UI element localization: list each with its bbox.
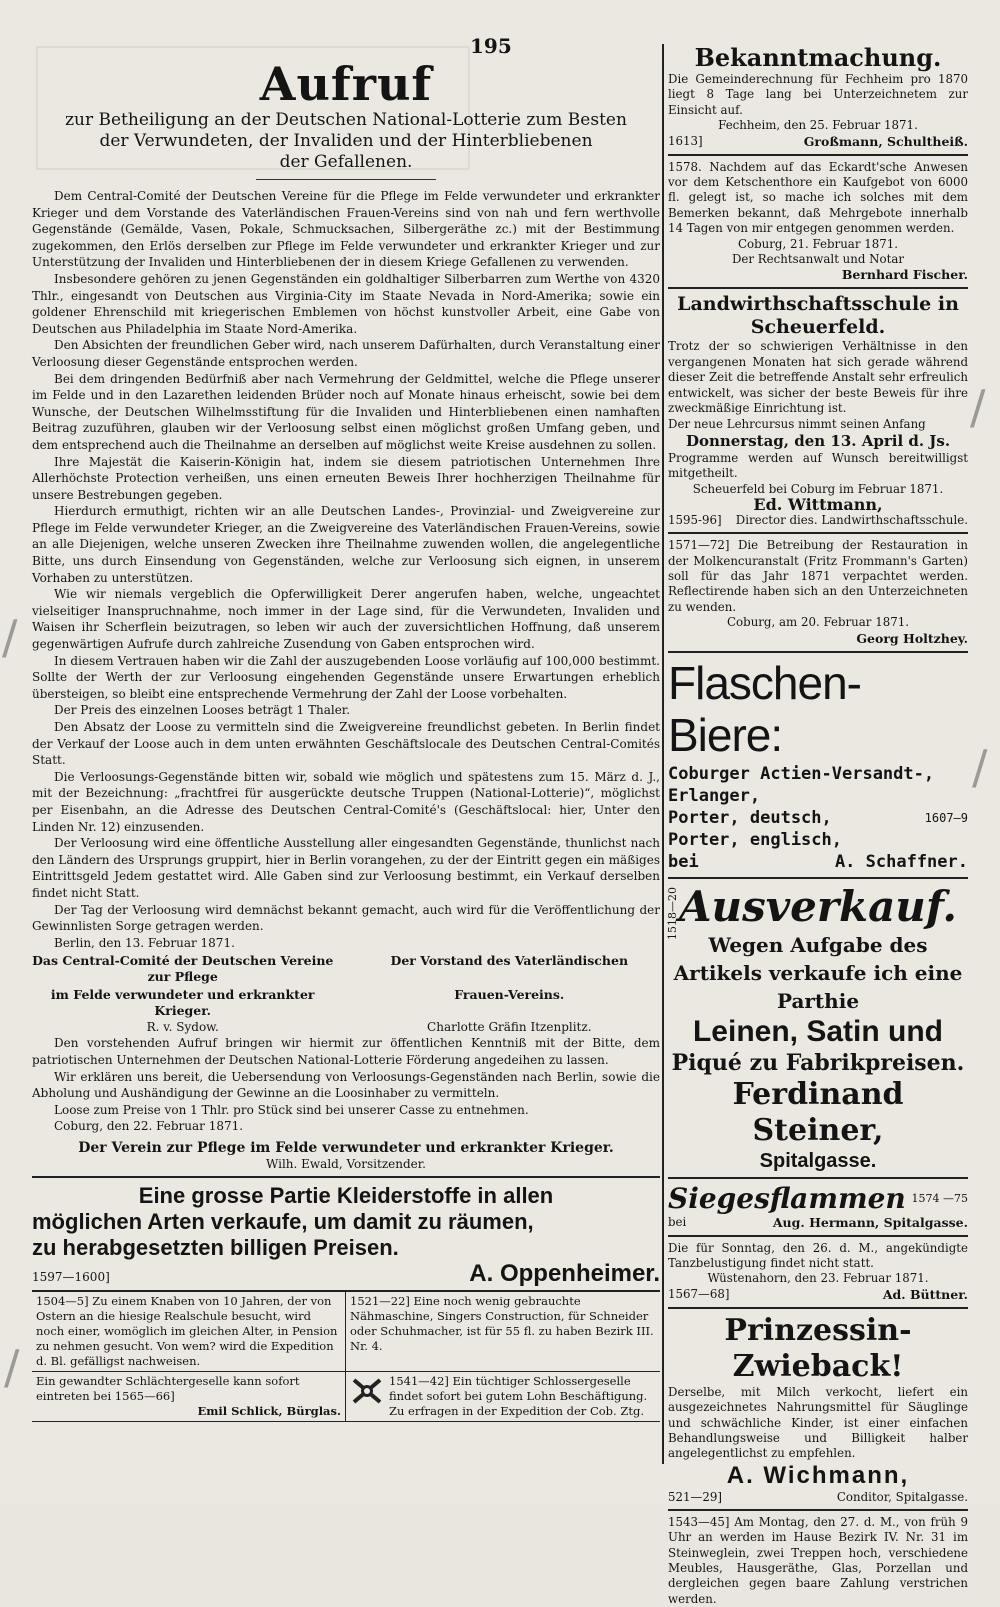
- bekanntmachung-code: 1613]: [668, 133, 703, 148]
- divider: [668, 877, 968, 879]
- aufruf-paragraph: Den Absichten der freundlichen Geber wird, nach unserem Dafürhalten, durch Veranstaltung einer Verloosung dieser Gegenstände entsprochen werden.: [32, 338, 660, 369]
- aufruf-paragraph: Insbesondere gehören zu jenen Gegenständen ein goldhaltiger Silberbarren zum Werthe von 4320 Thlr., eingesandt von Deutschen aus Virginia-City im Staate Nevada in Nord-Amerika; sowie ein goldener Ehrenschild mit kriegerischen Emblemen von höchst kunstvoller Arbeit, eine Gabe von Deutschen aus Philadelphia im Staate Nord-Amerika.: [32, 271, 660, 336]
- aufruf-subtitle-line-2: der Verwundeten, der Invaliden und der Hinterbliebenen: [99, 131, 593, 151]
- tanz-footer: [668, 1287, 968, 1303]
- eckardt-text: 1578. Nachdem auf das Eckardt'sche Anwesen vor dem Ketschenthore ein Kaufgebot von 6000 fl. gelegt ist, so mache ich solches mit dem Bemerken bekannt, daß Mehrgebote innerhalb 14 Tagen von mir entgegen genommen werden.: [668, 159, 968, 236]
- tanz-signature: Ad. Büttner.: [882, 1286, 968, 1302]
- beer-line: [668, 807, 968, 829]
- prinzessin-code: 521—29]: [668, 1489, 722, 1504]
- ausverkauf-goods: Leinen, Satin und: [692, 1014, 943, 1048]
- beer-line: [668, 851, 968, 873]
- beer-code: 1607—9: [924, 810, 968, 825]
- ausverkauf-prices: Piqué zu Fabrikpreisen.: [671, 1049, 965, 1076]
- siegesflammen-title: Siegesflammen: [668, 1181, 906, 1215]
- aufruf-date: Berlin, den 13. Februar 1871.: [54, 935, 235, 950]
- section-divider: [32, 1176, 660, 1178]
- bekanntmachung-title: Bekanntmachung.: [694, 43, 942, 72]
- signer-right: Charlotte Gräfin Itzenplitz.: [427, 1020, 592, 1035]
- beer-line: [668, 785, 968, 807]
- landwirthschaft-title-1: Landwirthschaftsschule in: [677, 293, 959, 316]
- oppenheimer-name: A. Oppenheimer.: [469, 1259, 660, 1287]
- siegesflammen-signature: Aug. Hermann, Spitalgasse.: [772, 1214, 968, 1230]
- bekanntmachung-place: Fechheim, den 25. Februar 1871.: [718, 118, 918, 133]
- ausverkauf-title: Ausverkauf.: [678, 881, 958, 931]
- oppenheimer-ad: [32, 1183, 660, 1290]
- beer-line-text: Erlanger,: [668, 785, 761, 806]
- small-ad-signature: Emil Schlick, Bürglas.: [197, 1403, 341, 1418]
- bekanntmachung-text: Die Gemeinderechnung für Fechheim pro 1870 liegt 8 Tage lang bei Unterzeichnetem zur Einsicht auf.: [668, 72, 968, 117]
- small-ad: [346, 1292, 660, 1372]
- oppenheimer-line-3: zu herabgesetzten billigen Preisen.: [32, 1234, 399, 1260]
- aufruf-paragraph: Wie wir niemals vergeblich die Opferwilligkeit Derer angerufen haben, welche, ungeachtet vielseitiger Inanspruchnahme, noch immer in der Lage sind, für die Verwundeten, Invaliden und Waisen ihr Scherflein beizutragen, so leben wir auch der zuversichtlichen Hoffnung, daß unserem gegenwärtigen Aufrufe durch zahlreiche Zusendung von Gaben entsprochen wird.: [32, 587, 660, 652]
- beer-line-text: Porter, englisch,: [668, 829, 842, 850]
- signature-row: [32, 953, 660, 985]
- signature-right-1: Der Vorstand des Vaterländischen: [390, 953, 629, 969]
- column-rule: [662, 44, 664, 1464]
- aufruf-paragraph: Bei dem dringenden Bedürfniß aber nach Vermehrung der Geldmittel, welche die Pflege unserer im Felde und in den Lazarethen leidenden Brüder noch auf Monate hinaus erheischt, sowie bei dem Wunsche, der Deutschen Wilhelmsstiftung für die Invaliden und Hinterbliebenen einen namhaften Beitrag zuzuführen, glauben wir der Verloosung selbst einen möglichst großen Umfang geben, und dem entsprechend auch die Theilnahme an derselben auf möglichst weite Kreise ausdehnen zu sollen.: [32, 371, 660, 452]
- restauration-text: 1571—72] Die Betreibung der Restauration in der Molkencuranstalt (Fritz Frommann's Garten) soll für das Jahr 1871 verpachtet werden. Reflectirende haben sich an den Unterzeichneten zu wenden.: [668, 538, 968, 614]
- small-ad-text: 1521—22] Eine noch wenig gebrauchte Nähmaschine, Singers Construction, für Schneider oder Schuhmacher, ist für 55 fl. zu haben Bezirk III. Nr. 4.: [350, 1293, 654, 1353]
- left-column: [32, 58, 660, 1478]
- bekanntmachung-signature: Großmann, Schultheiß.: [803, 133, 968, 149]
- restauration-signature: Georg Holtzhey.: [856, 630, 968, 646]
- siegesflammen-bei: bei: [668, 1214, 687, 1229]
- verein-signer: Wilh. Ewald, Vorsitzender.: [265, 1156, 426, 1171]
- small-ad-text: 1541—42] Ein tüchtiger Schlossergeselle findet sofort bei gutem Lohn Beschäftigung. Zu erfragen in der Expedition der Cob. Ztg.: [389, 1373, 648, 1418]
- aufruf-paragraph: Der Tag der Verloosung wird demnächst bekannt gemacht, auch wird für die Veröffentlichung der Gewinnlisten Sorge getragen werden.: [32, 902, 660, 934]
- landwirthschaft-place: Scheuerfeld bei Coburg im Februar 1871.: [692, 481, 944, 496]
- tanz-place: Wüstenahorn, den 23. Februar 1871.: [707, 1271, 929, 1286]
- title-rule: [256, 179, 436, 180]
- addendum-paragraph: Den vorstehenden Aufruf bringen wir hiermit zur öffentlichen Kenntniß mit der Bitte, dem patriotischen Unternehmen der Deutschen National-Lotterie Förderung angedeihen zu lassen.: [32, 1036, 660, 1067]
- landwirthschaft-role: Director dies. Landwirthschaftsschule.: [735, 513, 968, 528]
- pencil-mark: /: [4, 1340, 20, 1394]
- prinzessin-title: Prinzessin-Zwieback!: [724, 1312, 912, 1384]
- landwirthschaft-text: Programme werden auf Wunsch bereitwilligst mitgetheilt.: [668, 450, 968, 481]
- divider: [668, 1177, 968, 1179]
- flaschen-biere-title: Flaschen-Biere:: [668, 656, 861, 761]
- verein-signature: Der Verein zur Pflege im Felde verwundeter und erkrankter Krieger.: [78, 1139, 614, 1156]
- aufruf-paragraph: Der Preis des einzelnen Looses beträgt 1 Thaler.: [54, 703, 351, 718]
- signature-names: [32, 1019, 660, 1035]
- oppenheimer-code: 1597—1600]: [32, 1269, 110, 1284]
- divider: [668, 1235, 968, 1237]
- restauration-date: Coburg, am 20. Februar 1871.: [727, 615, 909, 630]
- small-ad-text: Ein gewandter Schlächtergeselle kann sofort eintreten bei 1565—66]: [36, 1373, 300, 1403]
- prinzessin-signature: A. Wichmann,: [726, 1461, 910, 1489]
- aufruf-paragraph: Hierdurch ermuthigt, richten wir an alle Deutschen Landes-, Provinzial- und Zweigvereine zur Pflege im Felde verwundeter Krieger, an die Zweigvereine des Vaterländischen Frauen-Vereins, sowie an alle Diejenigen, welche unseren Zwecken ihre Theilnahme zuwenden wollen, die angelegentliche Bitte, uns durch Einsendung von Gegenständen, welche zur Verloosung sich eignen, in unserem Vorhaben zu unterstützen.: [32, 504, 660, 585]
- aufruf-paragraph: Der Verloosung wird eine öffentliche Ausstellung aller eingesandten Gegenstände, thunlichst nach den Ländern des Ursprungs gruppirt, hier in Berlin vorangehen, zu der der Eintritt gegen ein mäßiges Eintrittsgeld Jedem gestattet wird. Alle Gaben sind zur Verloosung bestimmt, ein Verkauf derselben findet nicht Statt.: [32, 836, 660, 900]
- landwirthschaft-date: Donnerstag, den 13. April d. Js.: [685, 431, 951, 450]
- aufruf-paragraph: Ihre Majestät die Kaiserin-Königin hat, indem sie diesem patriotischen Unternehmen Ihre Allerhöchste Protection verheißen, uns einen erneuten Beweis Ihrer hochherzigen Theilnahme für unsere Bestrebungen gegeben.: [32, 454, 660, 502]
- ausverkauf-street: Spitalgasse.: [759, 1149, 877, 1172]
- small-ad: [32, 1292, 346, 1372]
- divider: [668, 287, 968, 289]
- aufruf-subtitle-line-1: zur Betheiligung an der Deutschen National-Lotterie zum Besten: [65, 110, 627, 130]
- landwirthschaft-code: 1595-96]: [668, 513, 722, 528]
- divider: [668, 154, 968, 156]
- siegesflammen-footer: [668, 1215, 968, 1231]
- siegesflammen-ad: [668, 1183, 968, 1215]
- beer-bei: bei: [668, 851, 699, 872]
- auktion-text: 1543—45] Am Montag, den 27. d. M., von früh 9 Uhr an werden im Hause Bezirk IV. Nr. 31 im Steinweglein, zwei Treppen hoch, verschiedene Meubles, Hausgeräthe, Glas, Porzellan und dergleichen gegen baare Zahlung verstrichen werden.: [668, 1514, 968, 1606]
- eckardt-signature: Bernhard Fischer.: [841, 267, 968, 283]
- beer-seller: A. Schaffner.: [834, 851, 968, 872]
- tanz-text: Die für Sonntag, den 26. d. M., angekündigte Tanzbelustigung findet nicht statt.: [668, 1240, 968, 1270]
- small-ad-text: 1504—5] Zu einem Knaben von 10 Jahren, der von Ostern an die hiesige Realschule besucht, wird noch einer, womöglich im gleichen Alter, in Pension zu nehmen gesucht. Von wem? wird die Expedition d. Bl. gefälligst nachweisen.: [36, 1293, 338, 1368]
- ausverkauf-text: Wegen Aufgabe des Artikels verkaufe ich eine Parthie: [673, 932, 963, 1013]
- aufruf-paragraph: Dem Central-Comité der Deutschen Vereine für die Pflege im Felde verwundeter und erkrankter Krieger und dem Vorstande des Vaterländischen Frauen-Vereins sind von nah und fern werthvolle Gegenstände (Gemälde, Vasen, Pokale, Schmucksachen, Silbergeräthe zc.) mit der Bestimmung zugekommen, den Erlös derselben zur Pflege im Felde verwundeter und erkrankter Krieger und zur Unterstützung der Invaliden und Hinterbliebenen der in diesem Kriege Gefallenen zu verwenden.: [32, 189, 660, 270]
- signer-left: R. v. Sydow.: [146, 1020, 219, 1035]
- aufruf-subtitle: [32, 110, 660, 173]
- beer-line: [668, 829, 968, 851]
- divider: [668, 651, 968, 653]
- prinzessin-text: Derselbe, mit Milch verkocht, liefert ein ausgezeichnetes Nahrungsmittel für Säuglinge und schwächliche Kinder, ist einer einfachen Behandlungsweise und Billigkeit halber angelegentlichst zu empfehlen.: [668, 1384, 968, 1461]
- signature-left-2: im Felde verwundeter und erkrankter Krieger.: [50, 987, 315, 1019]
- divider: [668, 532, 968, 534]
- crossed-horns-icon: [350, 1374, 384, 1408]
- tanz-code: 1567—68]: [668, 1286, 730, 1301]
- landwirthschaft-title-2: Scheuerfeld.: [750, 316, 886, 339]
- addendum-paragraph: Wir erklären uns bereit, die Uebersendung von Verloosungs-Gegenständen nach Berlin, sowie die Abholung und Aushändigung der Gewinne an die Loosinhaber zu vermitteln.: [32, 1069, 660, 1101]
- small-ad: [346, 1372, 660, 1422]
- aufruf-paragraph: In diesem Vertrauen haben wir die Zahl der auszugebenden Loose vorläufig auf 100,000 bestimmt. Sollte der Werth der zur Verloosung eingehenden Gegenstände unsere Erwartungen erheblich übersteigen, so bleibt eine entsprechende Vermehrung der Zahl der Loose vorbehalten.: [32, 653, 660, 701]
- ausverkauf-name: Ferdinand Steiner,: [732, 1076, 904, 1148]
- pencil-mark: /: [972, 740, 988, 794]
- aufruf-subtitle-line-3: der Gefallenen.: [279, 152, 413, 172]
- oppenheimer-footer: [32, 1261, 660, 1290]
- eckardt-date: Coburg, 21. Februar 1871.: [738, 236, 898, 251]
- pencil-mark: /: [970, 380, 986, 434]
- page-number: 195: [470, 34, 512, 58]
- bekanntmachung-footer: [668, 134, 968, 150]
- siegesflammen-code: 1574 —75: [911, 1191, 968, 1205]
- small-ads-grid: [32, 1290, 660, 1422]
- signature-row: [32, 987, 660, 1019]
- aufruf-title: Aufruf: [259, 57, 433, 111]
- prinzessin-footer: [668, 1490, 968, 1505]
- signature-left-1: Das Central-Comité der Deutschen Vereine zur Pflege: [32, 953, 334, 985]
- oppenheimer-line-1: Eine grosse Partie Kleiderstoffe in allen: [138, 1182, 554, 1208]
- landwirthschaft-text: Trotz der so schwierigen Verhältnisse in den vergangenen Monaten hat sich gerade während dieser Zeit die betreffende Anstalt sehr erfreulich entwickelt, was sicher der beste Beweis für ihre zweckmäßige Einrichtung ist.: [668, 339, 968, 416]
- ausverkauf-ad: [668, 883, 968, 1173]
- prinzessin-role: Conditor, Spitalgasse.: [836, 1489, 968, 1504]
- eckardt-role: Der Rechtsanwalt und Notar: [731, 252, 905, 267]
- landwirthschaft-footer: [668, 513, 968, 528]
- divider: [668, 1509, 968, 1511]
- signature-right-2: Frauen-Vereins.: [454, 987, 565, 1003]
- beer-line: [668, 763, 968, 785]
- divider: [668, 1307, 968, 1309]
- pencil-mark: /: [2, 610, 18, 664]
- aufruf-paragraph: Den Absatz der Loose zu vermitteln sind die Zweigvereine freundlichst gebeten. In Berlin findet der Verkauf der Loose auch in dem unten erwähnten Geschäftslocale des Deutschen Central-Comités Statt.: [32, 720, 660, 768]
- landwirthschaft-signature: Ed. Wittmann,: [753, 495, 883, 515]
- addendum-date: Coburg, den 22. Februar 1871.: [54, 1119, 244, 1134]
- oppenheimer-line-2: möglichen Arten verkaufe, um damit zu räumen,: [32, 1208, 534, 1234]
- landwirthschaft-text: Der neue Lehrcursus nimmt seinen Anfang: [668, 416, 926, 431]
- beer-line-text: Coburger Actien-Versandt-,: [668, 763, 935, 784]
- small-ad: [32, 1372, 346, 1422]
- ausverkauf-code: 1518—20: [666, 886, 679, 940]
- addendum-paragraph: Loose zum Preise von 1 Thlr. pro Stück sind bei unserer Casse zu entnehmen.: [54, 1102, 529, 1117]
- beer-line-text: Porter, deutsch,: [668, 807, 832, 828]
- aufruf-paragraph: Die Verloosungs-Gegenstände bitten wir, sobald wie möglich und spätestens zum 15. März d. J., mit der Bezeichnung: „frachtfrei für ausgerückte deutsche Truppen (National-Lotterie)“, möglichst per Eisenbahn, an die Adresse des Deutschen Central-Comité's (Geschäftslocal: hier, Unter den Linden Nr. 12) einzusenden.: [32, 769, 660, 834]
- right-column: [666, 43, 968, 1606]
